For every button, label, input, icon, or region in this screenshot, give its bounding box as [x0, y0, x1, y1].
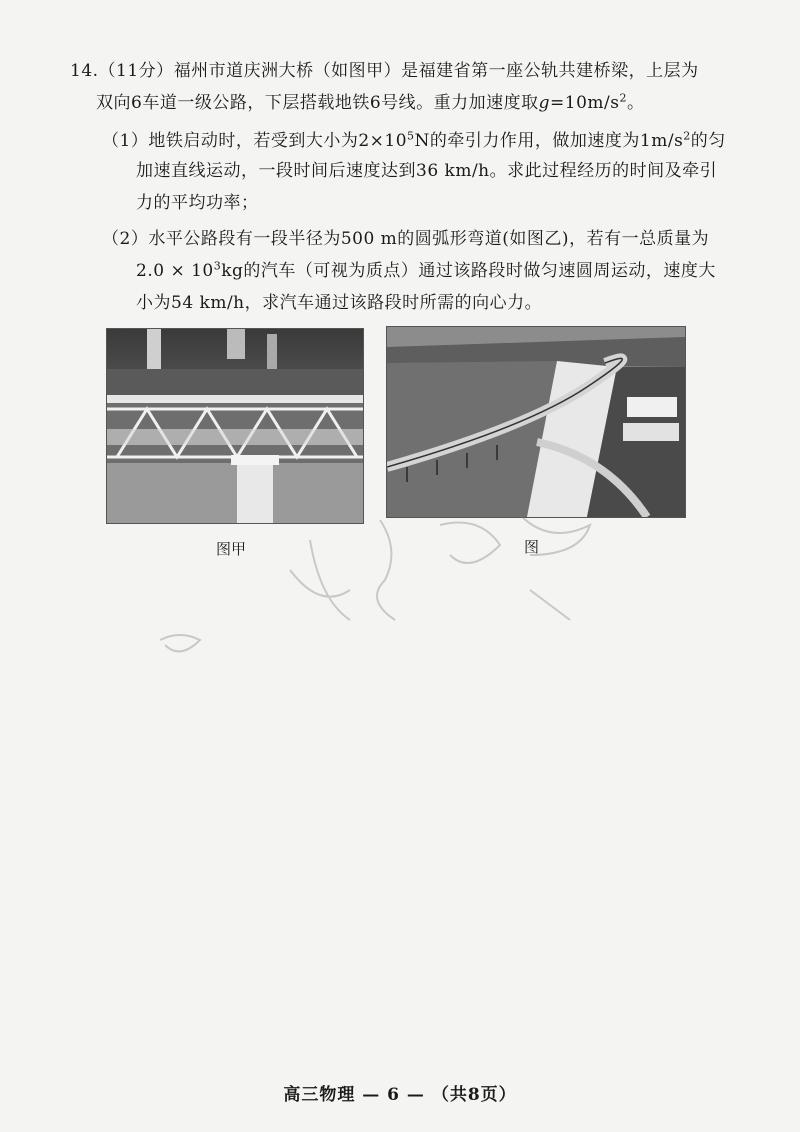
part-1-line-1 [102, 126, 726, 156]
intro-end: 。 [626, 93, 645, 113]
gravity-value: =10m/s [550, 93, 620, 113]
question-intro-line-2: 双向6车道一级公路，下层搭载地铁6号线。重力加速度取 [96, 93, 539, 113]
part-1-text-a: 地铁启动时，若受到大小为2×10 [148, 131, 408, 151]
part-1-label: （1） [102, 131, 149, 151]
part-1-exp-2: 2 [683, 129, 691, 143]
page-footer: 高三物理 — 6 — （共8页） [283, 1085, 517, 1105]
part-2-line-3: 小为54 km/h，求汽车通过该路段时所需的向心力。 [136, 293, 543, 313]
figure-b-curved-road-photo [386, 326, 686, 518]
part-2-mass-b: kg的汽车（可视为质点）通过该路段时做匀速圆周运动，速度大 [221, 261, 716, 281]
question-intro-line-1: 福州市道庆洲大桥（如图甲）是福建省第一座公轨共建桥梁，上层为 [173, 61, 699, 81]
part-1-text-c: 的匀 [690, 131, 726, 151]
question-number: 14. [70, 61, 99, 81]
part-2-line-1 [102, 224, 709, 254]
question-14-line-2 [96, 88, 644, 118]
figure-a-caption: 图甲 [216, 540, 247, 558]
figure-a-bridge-photo [106, 328, 364, 524]
gravity-symbol: g [538, 93, 551, 113]
part-1-text-b: N的牵引力作用，做加速度为1m/s [414, 131, 684, 151]
part-1-line-2: 加速直线运动，一段时间后速度达到36 km/h。求此过程经历的时间及牵引 [136, 161, 718, 181]
part-1-exp-1: 5 [407, 129, 415, 143]
part-2-mass-exp: 3 [213, 259, 222, 273]
question-points: （11分） [98, 61, 174, 81]
part-1-line-3: 力的平均功率； [136, 193, 259, 213]
question-14-line-1 [70, 56, 699, 86]
part-2-mass-a: 2.0 × 10 [136, 261, 214, 281]
figure-b-caption: 图 [524, 538, 540, 556]
gravity-exponent: 2 [619, 91, 627, 105]
part-2-line-2 [136, 256, 716, 286]
part-2-label: （2） [102, 229, 149, 249]
watermark [150, 500, 630, 670]
part-2-text: 水平公路段有一段半径为500 m的圆弧形弯道(如图乙)，若有一总质量为 [148, 229, 710, 249]
